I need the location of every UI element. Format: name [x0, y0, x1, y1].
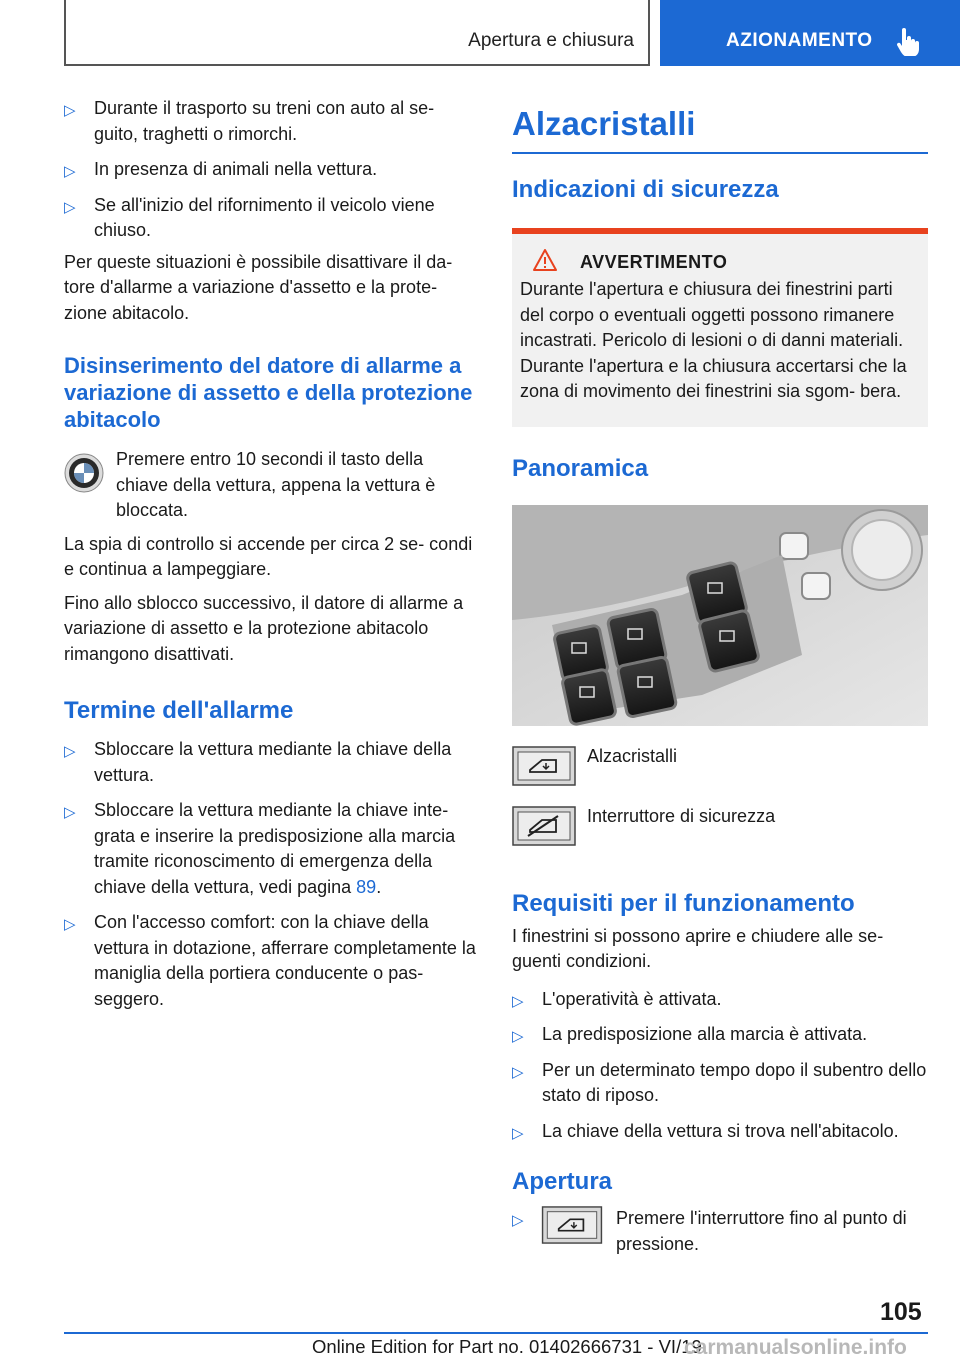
heading-panoramica: Panoramica	[512, 454, 649, 482]
body-paragraph: Per queste situazioni è possibile disattivare il da- tore d'allarme a variazione d'assetto e la prote- zione abitacolo.	[64, 251, 453, 323]
footer-edition-note: Online Edition for Part no. 01402666731 - VI/19	[312, 1336, 702, 1357]
list-item: ▷ L'operatività è attivata.	[512, 987, 928, 1013]
list-item: ▷ Durante il trasporto su treni con auto al se- guito, traghetti o rimorchi.	[64, 98, 435, 144]
window-switch-panel-photo	[512, 505, 928, 726]
triangle-bullet-icon: ▷	[512, 1124, 524, 1142]
warning-title: AVVERTIMENTO	[520, 252, 920, 273]
heading-requisiti: Requisiti per il funzionamento	[512, 889, 855, 917]
body-paragraph: Fino allo sblocco successivo, il datore di allarme a variazione di assetto e la protezione abitacolo rimangono disattivati.	[64, 592, 464, 664]
warning-triangle-icon	[532, 248, 558, 272]
safety-switch-icon	[512, 806, 576, 846]
triangle-bullet-icon: ▷	[64, 916, 76, 933]
list-item: ▷ Con l'accesso comfort: con la chiave della vettura in dotazione, afferrare completamente la maniglia della portiera conducente o pas- seggero.	[64, 912, 476, 1009]
watermark: carmanualsonline.info	[684, 1336, 907, 1359]
triangle-bullet-icon: ▷	[64, 198, 76, 216]
list-item: ▷ Sbloccare la vettura mediante la chiave inte- grata e inserire la predisposizione alla marcia tramite riconoscimento di emergenza della chiave della vettura, vedi pagina 89.	[64, 800, 456, 897]
header-section-box	[64, 0, 650, 66]
triangle-bullet-icon: ▷	[64, 804, 76, 821]
heading-termine: Termine dell'allarme	[64, 697, 294, 724]
list-item: ▷ Premere l'interruttore fino al punto di pressione.	[512, 1208, 907, 1254]
triangle-bullet-icon: ▷	[512, 992, 524, 1010]
legend-label-window: Alzacristalli	[587, 745, 678, 766]
list-item: ▷ La predisposizione alla marcia è attivata.	[512, 1022, 928, 1048]
legend-row-window	[512, 746, 928, 806]
header-chapter-title: AZIONAMENTO	[726, 30, 873, 51]
triangle-bullet-icon: ▷	[512, 1212, 524, 1229]
window-switch-icon	[512, 746, 576, 786]
heading-disinserimento: Disinserimento del datore di allarme a variazione di assetto e della protezione abitacolo	[64, 353, 473, 432]
bmw-key-button-icon	[64, 453, 104, 493]
list-item: ▷ Sbloccare la vettura mediante la chiave della vettura.	[64, 739, 452, 785]
heading-apertura: Apertura	[512, 1168, 613, 1195]
body-paragraph: La spia di controllo si accende per circa 2 se- condi e continua a lampeggiare.	[64, 533, 473, 579]
header-section-title: Apertura e chiusura	[468, 30, 634, 51]
triangle-bullet-icon: ▷	[512, 1063, 524, 1081]
list-item: ▷ In presenza di animali nella vettura.	[64, 157, 478, 183]
heading-rule	[512, 152, 928, 154]
triangle-bullet-icon: ▷	[64, 163, 76, 180]
list-item: ▷ Per un determinato tempo dopo il subentro dello stato di riposo.	[512, 1059, 927, 1105]
right-column	[512, 104, 928, 1267]
warning-box	[512, 228, 928, 427]
footer-rule	[64, 1332, 928, 1334]
list-item: ▷ La chiave della vettura si trova nell'abitacolo.	[512, 1119, 928, 1145]
hand-pointer-icon	[894, 26, 920, 56]
key-instruction: Premere entro 10 secondi il tasto della chiave della vettura, appena la vettura è bloccata.	[64, 447, 478, 524]
window-switch-icon	[540, 1206, 604, 1244]
header-chapter-tab	[660, 0, 960, 66]
warning-text: Durante l'apertura e chiusura dei finestrini parti del corpo o eventuali oggetti possono rimanere incastrati. Pericolo di lesioni o di danni materiali. Durante l'apertura e la chiusura accertarsi che la zona di movimento dei finestrini sia sgom- bera.	[520, 279, 907, 401]
legend-label-safety: Interruttore di sicurezza	[587, 805, 776, 826]
legend-row-safety	[512, 806, 928, 866]
left-column	[64, 96, 478, 1022]
triangle-bullet-icon: ▷	[64, 102, 76, 119]
page-number: 105	[880, 1298, 922, 1326]
body-paragraph: I finestrini si possono aprire e chiudere alle se- guenti condizioni.	[512, 925, 884, 971]
triangle-bullet-icon: ▷	[512, 1028, 524, 1045]
heading-sicurezza: Indicazioni di sicurezza	[512, 176, 779, 203]
heading-alzacristalli: Alzacristalli	[512, 105, 696, 142]
triangle-bullet-icon: ▷	[64, 743, 76, 760]
list-item: ▷ Se all'inizio del rifornimento il veicolo viene chiuso.	[64, 194, 435, 240]
page-link[interactable]: 89	[356, 876, 377, 897]
